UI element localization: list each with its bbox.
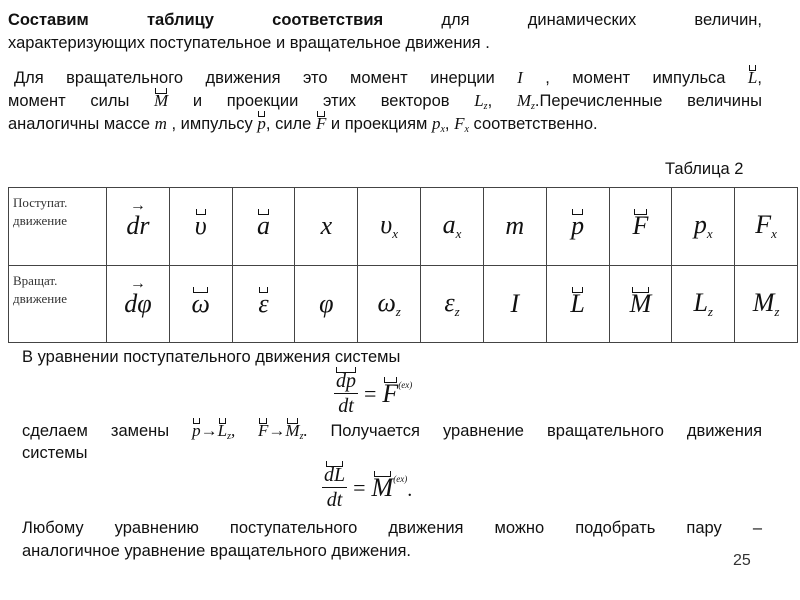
para4-line-2: аналогичное уравнение вращательного движения. (22, 542, 412, 560)
cell-subscript: z (774, 303, 780, 319)
substitutions: $p\to L_z$, $F\to M_z$. (192, 421, 331, 442)
cell-symbol: p (571, 211, 585, 241)
para1-line-1 (14, 67, 762, 89)
cell-subscript: x (706, 226, 713, 242)
para1-text-7: аналогичны массе (8, 115, 151, 133)
cell-symbol: x (320, 211, 333, 241)
cell-symbol: → dr (126, 211, 149, 241)
cell-symbol: M (629, 288, 652, 318)
cell-symbol: ω (377, 287, 396, 317)
table-cell (107, 188, 170, 266)
eq2-rhs: $M^{(ex)}$. (371, 472, 413, 502)
cell-symbol: L (693, 287, 708, 317)
cell-symbol: φ (319, 288, 334, 318)
cell-symbol: m (505, 211, 525, 241)
table-cell (735, 265, 798, 343)
para1-line-2: момент силы M и проекции этих векторов $L_z$, $M_z.Перечисленные$ величины (8, 91, 762, 112)
row-header (9, 265, 107, 343)
table-cell (421, 265, 484, 343)
cell-symbol: ε (444, 287, 455, 317)
table-cell (483, 188, 546, 266)
cell-symbol: F (632, 211, 649, 241)
equation-translational (334, 369, 412, 418)
table-cell (672, 265, 735, 343)
table-cell (358, 188, 421, 266)
table-cell (295, 188, 358, 266)
heading-line-1 (8, 10, 762, 31)
para3-text-1: сделаем замены (22, 422, 170, 440)
eq1-denominator: dt (338, 395, 354, 417)
table-cell (295, 265, 358, 343)
symbol-I: I (517, 68, 523, 87)
eq1-numerator: dp (336, 370, 356, 392)
para1-line-3: аналогичны массе m , импульсу p, силе F и проекциям $p_x$, $F_x$ соответственно. (8, 114, 598, 135)
cell-symbol: F (755, 210, 772, 240)
para1-text-4: момент силы (8, 92, 130, 110)
para2: В уравнении поступательного движения системы (22, 348, 401, 366)
symbol-px: $p_x$ (431, 114, 445, 135)
cell-symbol: p (693, 210, 707, 240)
table-cell (421, 188, 484, 266)
para1-text-1: Для вращательного движения это момент инерции (14, 69, 495, 87)
eq2-denominator: dt (326, 489, 343, 511)
symbol-vector-p: p (257, 114, 266, 133)
para1-text-2: , момент импульса (545, 69, 726, 87)
heading-bold: Составим таблицу соответствия (8, 11, 384, 29)
para1-text-9: силе (275, 115, 312, 133)
symbol-Mz: $M_z$ (516, 91, 535, 112)
para3-line-2: системы (22, 444, 88, 462)
table-row (9, 188, 798, 266)
table-cell (483, 265, 546, 343)
para1-text-8: , импульсу (171, 115, 253, 133)
row-header-line: Вращат. (13, 272, 58, 288)
table-cell (358, 265, 421, 343)
cell-symbol: ω (191, 288, 210, 318)
cell-symbol: a (257, 211, 271, 241)
table-cell (609, 188, 672, 266)
eq1-fraction (334, 369, 358, 418)
cell-subscript: x (771, 226, 777, 242)
cell-subscript: x (455, 226, 462, 242)
symbol-m: m (154, 114, 167, 133)
cell-symbol: → dφ (124, 289, 151, 319)
equation-rotational (322, 463, 412, 512)
cell-subscript: z (395, 303, 401, 319)
table-cell (609, 265, 672, 343)
table-cell (169, 265, 232, 343)
table-cell (546, 188, 609, 266)
para1-text-6: Перечисленные величины (539, 92, 762, 110)
eq2-numerator: dL (324, 464, 346, 486)
row-header-line: движение (13, 290, 67, 306)
symbol-Fx: $F_x$ (454, 114, 469, 135)
cell-subscript: z (707, 303, 713, 319)
eq2-equals: = (353, 474, 366, 500)
para1-text-5: и проекции этих векторов (192, 92, 450, 110)
table-cell (232, 188, 295, 266)
symbol-vector-M: M (154, 91, 169, 110)
table-row (9, 265, 798, 343)
table-cell (672, 188, 735, 266)
para1-text-11: соответственно. (473, 115, 598, 133)
cell-subscript: z (454, 303, 460, 319)
cell-symbol: L (570, 288, 585, 318)
table-cell (169, 188, 232, 266)
eq1-equals: = (364, 380, 377, 406)
page-number: 25 (733, 552, 751, 569)
para3-text-2: Получается уравнение вращательного движения (330, 422, 762, 440)
table-cell (546, 265, 609, 343)
table-cell (232, 265, 295, 343)
symbol-Lz: $L_z$ (474, 91, 488, 112)
para1-text-10: и проекциям (330, 115, 428, 133)
table-cell (735, 188, 798, 266)
eq1-rhs: $F^{(ex)}$ (382, 378, 413, 408)
heading-line-2: характеризующих поступательное и вращательное движения . (8, 34, 490, 52)
cell-subscript: x (392, 226, 399, 242)
eq2-fraction (322, 463, 347, 512)
symbol-vector-F: F (315, 114, 327, 133)
cell-symbol: ε (258, 288, 269, 318)
row-header-line: движение (13, 213, 67, 228)
table-caption: Таблица 2 (665, 160, 744, 178)
row-header-line: Поступат. (13, 195, 68, 210)
cell-symbol: a (442, 210, 456, 240)
correspondence-table (8, 187, 798, 343)
heading-rest: для динамических величин, (383, 11, 762, 29)
para1-text-3: , (757, 69, 762, 87)
row-header (9, 188, 107, 266)
table-cell (107, 265, 170, 343)
cell-symbol: υ (380, 210, 393, 240)
para4-line-1: Любому уравнению поступательного движения можно подобрать пару – (22, 519, 762, 537)
cell-symbol: υ (194, 211, 207, 241)
symbol-vector-L: L (747, 68, 758, 87)
cell-symbol: I (510, 288, 520, 318)
cell-symbol: M (752, 287, 775, 317)
